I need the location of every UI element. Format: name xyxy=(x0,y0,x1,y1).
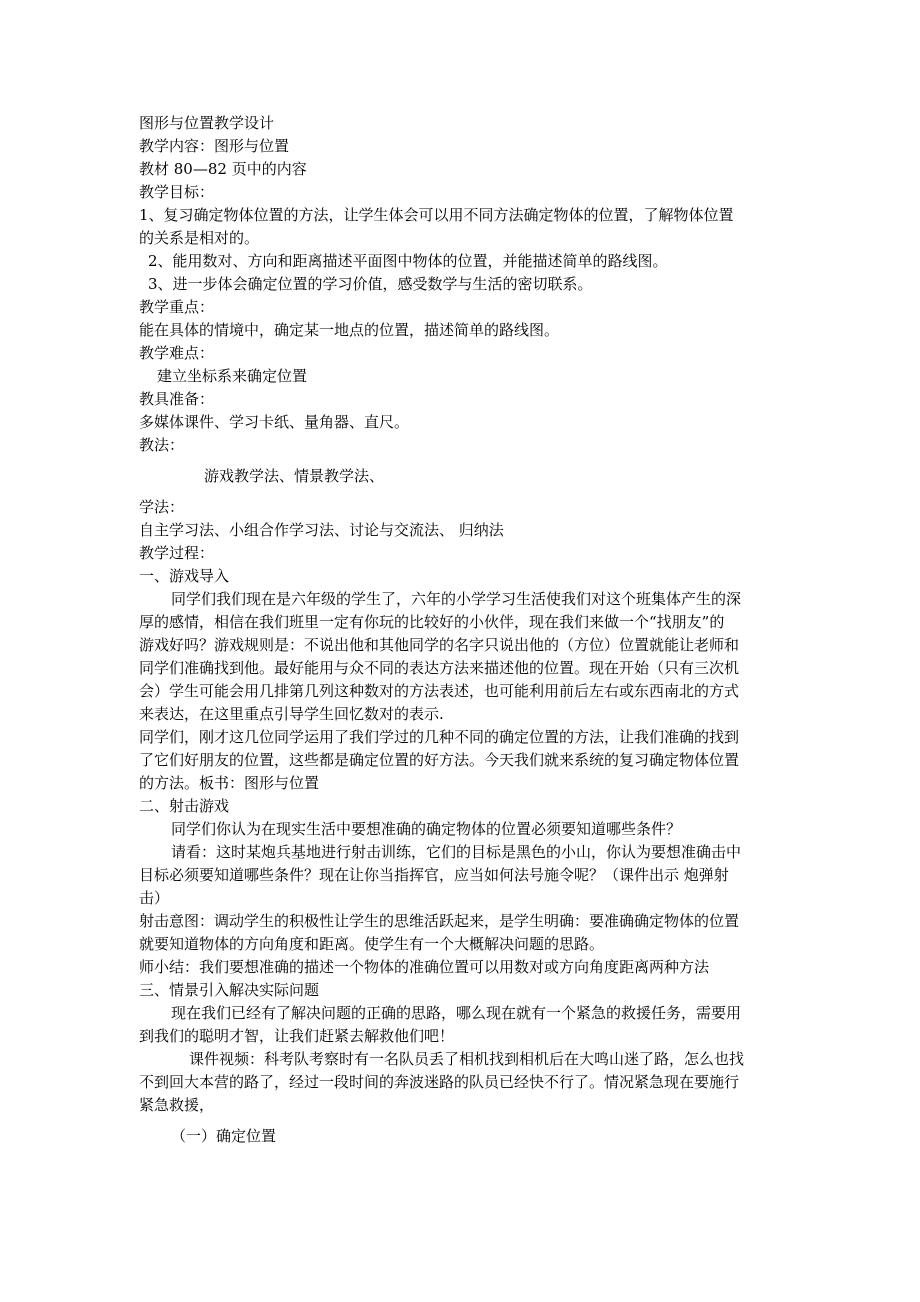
text-line: 同学们你认为在现实生活中要想准确的确定物体的位置必须要知道哪些条件？ xyxy=(171,820,682,838)
section-heading: 三、情景引入解决实际问题 xyxy=(139,981,320,999)
text-line: 1、复习确定物体位置的方法，让学生体会可以用不同方法确定物体的位置，了解物体位置 xyxy=(139,206,734,224)
text-line: 游戏好吗？游戏规则是：不说出他和其他同学的名字只说出他的（方位）位置就能让老师和 xyxy=(139,636,740,654)
section-heading: 教学难点： xyxy=(139,344,215,362)
text-line: 2、能用数对、方向和距离描述平面图中物体的位置，并能描述简单的路线图。 xyxy=(148,252,668,270)
section-heading: 教法： xyxy=(139,436,185,454)
section-heading: 教学目标： xyxy=(139,183,215,201)
section-heading: 二、射击游戏 xyxy=(139,797,230,815)
section-heading: 教学重点： xyxy=(139,298,215,316)
text-line: 同学们准确找到他。最好能用与众不同的表达方法来描述他的位置。现在开始（只有三次机 xyxy=(139,659,740,677)
text-line: 了它们好朋友的位置，这些都是确定位置的好方法。今天我们就来系统的复习确定物体位置 xyxy=(139,751,740,769)
text-line: 来表达，在这里重点引导学生回忆数对的表示. xyxy=(139,705,444,723)
text-line: 建立坐标系来确定位置 xyxy=(157,367,308,385)
text-line: 到我们的聪明才智，让我们赶紧去解救他们吧！ xyxy=(139,1027,455,1045)
text-line: 同学们，刚才这几位同学运用了我们学过的几种不同的确定位置的方法，让我们准确的找到 xyxy=(139,728,740,746)
text-line: 课件视频：科考队考察时有一名队员丢了相机找到相机后在大鸣山迷了路，怎么也找 xyxy=(189,1050,745,1068)
text-line: 的方法。板书：图形与位置 xyxy=(139,774,320,792)
text-line: 紧急救援， xyxy=(139,1096,215,1114)
text-line: 同学们我们现在是六年级的学生了，六年的小学学习生活使我们对这个班集体产生的深 xyxy=(171,590,742,608)
document-page xyxy=(139,112,789,1148)
text-line: 能在具体的情境中，确定某一地点的位置，描述简单的路线图。 xyxy=(139,321,560,339)
text-line: 的关系是相对的。 xyxy=(139,229,260,247)
text-line: 目标必须要知道哪些条件？现在让你当指挥官，应当如何法号施令呢？（课件出示 炮弹射 xyxy=(139,866,729,884)
text-line: 厚的感情，相信在我们班里一定有你玩的比较好的小伙伴，现在我们来做一个“找朋友”的 xyxy=(139,613,725,631)
text-line: 会）学生可能会用几排第几列这种数对的方法表述，也可能利用前后左右或东西南北的方式 xyxy=(139,682,740,700)
text-line: 射击意图：调动学生的积极性让学生的思维活跃起来，是学生明确：要准确确定物体的位置 xyxy=(139,912,740,930)
text-line: 自主学习法、小组合作学习法、讨论与交流法、 归纳法 xyxy=(139,521,504,539)
section-heading: 一、游戏导入 xyxy=(139,567,230,585)
document-title: 图形与位置教学设计 xyxy=(139,114,275,132)
subsection-heading: （一）确定位置 xyxy=(171,1127,277,1145)
text-line: 现在我们已经有了解决问题的正确的思路，哪么现在就有一个紧急的救援任务，需要用 xyxy=(171,1004,742,1022)
section-heading: 教具准备： xyxy=(139,390,215,408)
text-line: 3、进一步体会确定位置的学习价值，感受数学与生活的密切联系。 xyxy=(148,275,593,293)
section-heading: 教学过程： xyxy=(139,544,215,562)
text-line: 不到回大本营的路了，经过一段时间的奔波迷路的队员已经快不行了。情况紧急现在要施行 xyxy=(139,1073,740,1091)
text-line: 教学内容：图形与位置 xyxy=(139,137,290,155)
text-line: 教材 80—82 页中的内容 xyxy=(139,160,307,178)
text-line: 就要知道物体的方向角度和距离。使学生有一个大概解决问题的思路。 xyxy=(139,935,605,953)
text-line: 多媒体课件、学习卡纸、量角器、直尺。 xyxy=(139,413,410,431)
text-line: 游戏教学法、情景教学法、 xyxy=(204,467,385,485)
section-heading: 学法： xyxy=(139,498,185,516)
text-line: 师小结：我们要想准确的描述一个物体的准确位置可以用数对或方向角度距离两种方法 xyxy=(139,958,710,976)
text-line: 请看：这时某炮兵基地进行射击训练，它们的目标是黑色的小山，你认为要想准确击中 xyxy=(171,843,742,861)
text-line: 击） xyxy=(139,889,170,907)
